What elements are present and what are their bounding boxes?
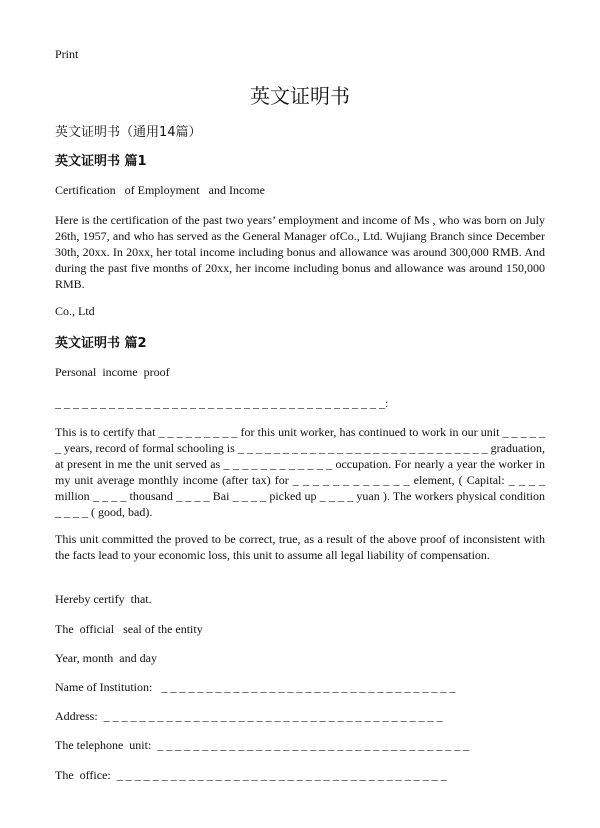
address-field: Address: _ _ _ _ _ _ _ _ _ _ _ _ _ _ _ _ _ _ _ _ _ _ _ _ _ _ _ _ _ _ _ _ _ _ _ _ _ _ [55, 709, 443, 723]
section-1-footer: Co., Ltd [55, 304, 95, 318]
document-title: 英文证明书 [250, 84, 350, 108]
section-2-body-2: This unit committed the proved to be correct, true, as a result of the above proof of inconsistent with the facts lead to your economic loss, this unit to assume all legal liability of compensation. [55, 532, 545, 562]
section-1-intro: Certification of Employment and Income [55, 183, 265, 197]
telephone-field: The telephone unit: _ _ _ _ _ _ _ _ _ _ _ _ _ _ _ _ _ _ _ _ _ _ _ _ _ _ _ _ _ _ _ _ _ _ _ [55, 738, 470, 752]
seal-text: The official seal of the entity [55, 622, 203, 636]
institution-field: Name of Institution: _ _ _ _ _ _ _ _ _ _ _ _ _ _ _ _ _ _ _ _ _ _ _ _ _ _ _ _ _ _ _ _ _ [55, 680, 456, 694]
date-text: Year, month and day [55, 651, 157, 665]
section-2-heading: 英文证明书 篇2 [55, 336, 147, 351]
office-field: The office: _ _ _ _ _ _ _ _ _ _ _ _ _ _ _ _ _ _ _ _ _ _ _ _ _ _ _ _ _ _ _ _ _ _ _ _ _ [55, 768, 447, 782]
section-1-body: Here is the certification of the past two years’ employment and income of Ms , who was born on July 26th, 1957, and who has served as the General Manager ofCo., Ltd. Wujiang Branch since December 30th, 20xx. In 20xx, her total income including bonus and allowance was around 300,000 RMB. And during the past five months of 20xx, her income including bonus and allowance was around 150,000 RMB. [55, 213, 545, 291]
print-link[interactable]: Print [55, 47, 79, 61]
section-2-body-1: This is to certify that _ _ _ _ _ _ _ _ _ for this unit worker, has continued to work in our unit _ _ _ _ _ _ years, record of formal schooling is _ _ _ _ _ _ _ _ _ _ _ _ _ _ _ _ _ _ _ _ _ _ _ _ _ _ _ _ graduation, at present in me the unit served as _ _ _ _ _ _ _ _ _ _ _ _ occupation. For nearly a year the worker in my unit average monthly income (after tax) for _ _ _ _ _ _ _ _ _ _ _ _ element, ( Capital: _ _ _ _ million _ _ _ _ thousand _ _ _ _ Bai _ _ _ _ picked up _ _ _ _ yuan ). The workers physical condition _ _ _ _ ( good, bad). [55, 425, 545, 519]
section-2-intro: Personal income proof [55, 365, 170, 379]
document-subtitle: 英文证明书（通用14篇） [55, 125, 202, 140]
section-1-heading: 英文证明书 篇1 [55, 154, 147, 169]
blank-line: _ _ _ _ _ _ _ _ _ _ _ _ _ _ _ _ _ _ _ _ _ _ _ _ _ _ _ _ _ _ _ _ _ _ _ _ _: [55, 396, 389, 410]
hereby-text: Hereby certify that. [55, 592, 152, 606]
